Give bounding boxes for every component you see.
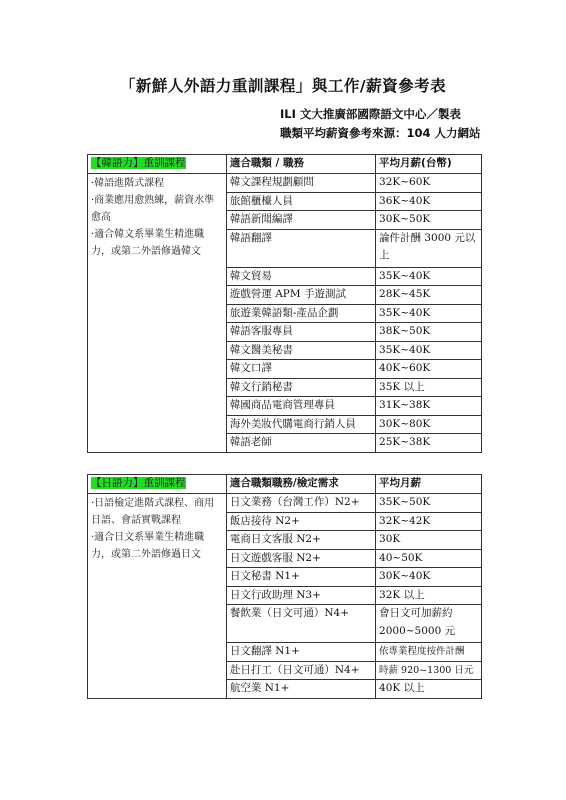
salary-cell: 38K~50K: [376, 323, 482, 342]
job-cell: 韓文課程規劃顧問: [226, 174, 375, 193]
salary-cell: 40K~60K: [376, 360, 482, 379]
salary-cell: 40K 以上: [376, 680, 482, 699]
job-cell: 遊戲營運 APM 手遊測試: [226, 286, 375, 305]
salary-cell: 30K~50K: [376, 211, 482, 230]
job-cell: 韓語老師: [226, 434, 375, 453]
korean-course-description: [88, 174, 227, 453]
korean-salary-header: 平均月薪(台幣): [376, 155, 482, 174]
credit-line-producer: ILI 文大推廣部國際語文中心／製表: [280, 107, 461, 121]
salary-cell: 依專業程度按件計酬: [376, 643, 482, 662]
credit-line-source: 職類平均薪資參考來源：104 人力網站: [280, 126, 481, 140]
salary-cell: 35K~40K: [376, 304, 482, 323]
japanese-table: [87, 474, 482, 699]
job-cell: 航空業 N1+: [226, 680, 375, 699]
job-cell: 韓文貿易: [226, 267, 375, 286]
salary-cell: 31K~38K: [376, 397, 482, 416]
japanese-course-header: 【日語力】重訓課程: [88, 475, 227, 494]
job-cell: 日文秘書 N1+: [226, 568, 375, 587]
salary-cell: 30K~40K: [376, 568, 482, 587]
salary-cell: 會日文可加薪約 2000~5000 元: [376, 605, 482, 643]
job-cell: 韓語客服專員: [226, 323, 375, 342]
salary-cell: 時薪 920~1300 日元: [376, 661, 482, 680]
salary-cell: 32K~42K: [376, 512, 482, 531]
japanese-desc-item: ·日語檢定進階式課程、商用日語、會話實戰課程: [91, 498, 215, 526]
salary-cell: 32K~60K: [376, 174, 482, 193]
job-cell: 韓文行銷秘書: [226, 378, 375, 397]
job-cell: 韓文口譯: [226, 360, 375, 379]
korean-job-header: 適合職類 / 職務: [226, 155, 375, 174]
job-cell: 韓文醫美秘書: [226, 341, 375, 360]
salary-cell: 論件計酬 3000 元以上: [376, 229, 482, 267]
job-cell: 日文行政助理 N3+: [226, 586, 375, 605]
job-cell: 餐飲業（日文可通）N4+: [226, 605, 375, 643]
salary-cell: 35K~40K: [376, 267, 482, 286]
salary-cell: 25K~38K: [376, 434, 482, 453]
job-cell: 海外美妝代購電商行銷人員: [226, 415, 375, 434]
job-cell: 韓國商品電商管理專員: [226, 397, 375, 416]
job-cell: 日文翻譯 N1+: [226, 643, 375, 662]
korean-desc-item: ·適合韓文系畢業生精進職力，或第二外語修過韓文: [91, 229, 205, 257]
salary-cell: 30K~80K: [376, 415, 482, 434]
japanese-salary-header: 平均月薪: [376, 475, 482, 494]
salary-cell: 35K~40K: [376, 341, 482, 360]
salary-cell: 30K: [376, 531, 482, 550]
japanese-desc-item: ·適合日文系畢業生精進職力，或第二外語修過日文: [91, 532, 205, 560]
job-cell: 日文遊戲客服 N2+: [226, 549, 375, 568]
page-title: 「新鮮人外語力重訓課程」與工作/薪資參考表: [119, 77, 447, 95]
salary-cell: 40~50K: [376, 549, 482, 568]
job-cell: 飯店接待 N2+: [226, 512, 375, 531]
job-cell: 旅館櫃檯人員: [226, 192, 375, 211]
salary-cell: 32K 以上: [376, 586, 482, 605]
korean-course-header: 【韓語力】重訓課程: [88, 155, 227, 174]
job-cell: 電商日文客服 N2+: [226, 531, 375, 550]
salary-cell: 36K~40K: [376, 192, 482, 211]
japanese-course-description: [88, 494, 227, 699]
job-cell: 日文業務（台灣工作）N2+: [226, 494, 375, 513]
korean-desc-item: ·韓語進階式課程: [91, 178, 165, 189]
korean-desc-item: ·商業應用愈熟練，薪資水準愈高: [91, 195, 215, 223]
job-cell: 旅遊業韓語類-產品企劃: [226, 304, 375, 323]
japanese-job-header: 適合職類職務/檢定需求: [226, 475, 375, 494]
job-cell: 韓語新聞編譯: [226, 211, 375, 230]
job-cell: 韓語翻譯: [226, 229, 375, 267]
korean-table: [87, 154, 482, 453]
salary-cell: 35K 以上: [376, 378, 482, 397]
salary-cell: 28K~45K: [376, 286, 482, 305]
salary-cell: 35K~50K: [376, 494, 482, 513]
job-cell: 赴日打工（日文可通）N4+: [226, 661, 375, 680]
